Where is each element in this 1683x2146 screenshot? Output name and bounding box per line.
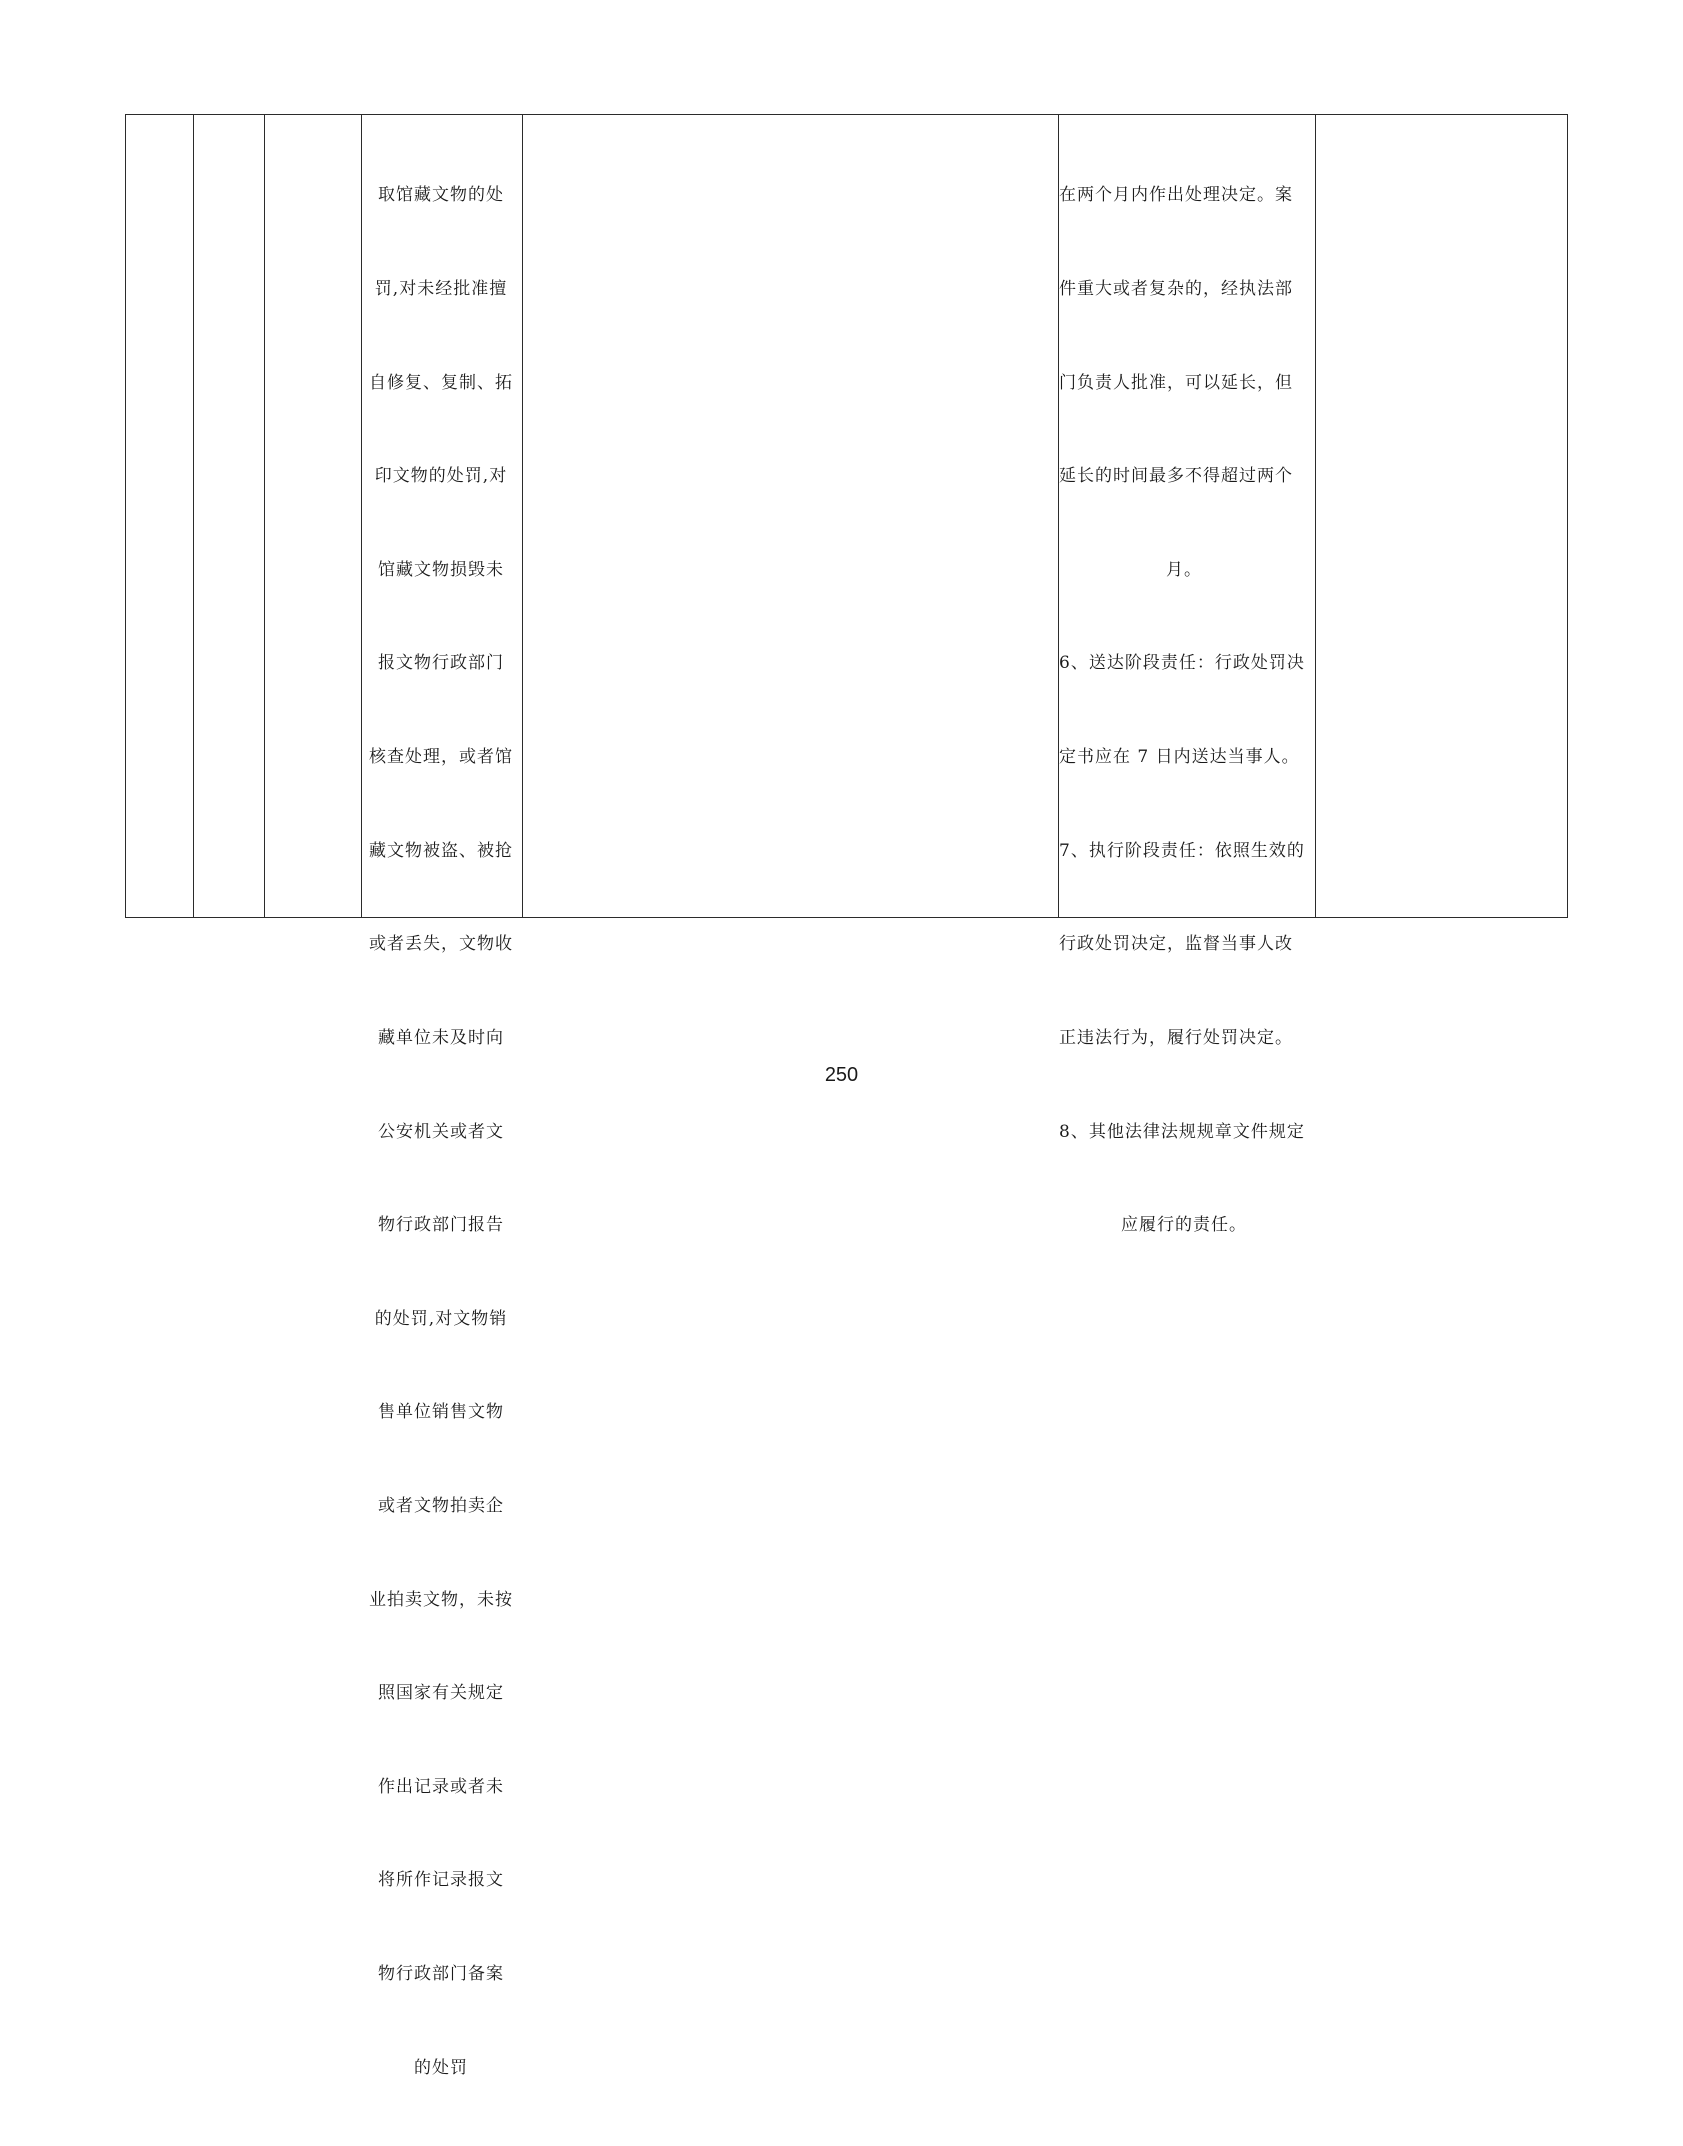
text-line: 在两个月内作出处理决定。案 xyxy=(1059,185,1293,206)
penalty-description-cell xyxy=(362,118,520,2146)
text-line: 作出记录或者未 xyxy=(378,1776,504,1797)
text-line: 藏单位未及时向 xyxy=(378,1027,504,1048)
text-line: 公安机关或者文 xyxy=(378,1121,504,1142)
text-line: 售单位销售文物 xyxy=(378,1402,504,1423)
text-line: 核查处理，或者馆 xyxy=(369,747,513,768)
text-line: 行政处罚决定，监督当事人改 xyxy=(1059,934,1293,955)
text-line: 罚,对未经批准擅 xyxy=(374,279,508,300)
text-line: 物行政部门备案 xyxy=(378,1963,504,1984)
text-line: 照国家有关规定 xyxy=(378,1683,504,1704)
text-line: 门负责人批准，可以延长，但 xyxy=(1059,372,1293,393)
text-line: 印文物的处罚,对 xyxy=(374,466,508,487)
text-line: 报文物行政部门 xyxy=(378,653,504,674)
text-line: 或者文物拍卖企 xyxy=(378,1495,504,1516)
responsibility-cell xyxy=(1059,118,1309,1304)
text-line: 自修复、复制、拓 xyxy=(369,372,513,393)
text-line: 物行政部门报告 xyxy=(378,1215,504,1236)
text-line: 取馆藏文物的处 xyxy=(378,185,504,206)
text-line: 将所作记录报文 xyxy=(378,1870,504,1891)
text-line: 延长的时间最多不得超过两个 xyxy=(1059,466,1293,487)
column-divider-4 xyxy=(522,115,523,917)
text-line: 的处罚 xyxy=(414,2057,468,2078)
column-divider-2 xyxy=(264,115,265,917)
column-divider-1 xyxy=(193,115,194,917)
text-line: 8、其他法律法规规章文件规定 xyxy=(1059,1121,1305,1142)
text-line: 正违法行为，履行处罚决定。 xyxy=(1059,1027,1293,1048)
text-line: 定书应在 7 日内送达当事人。 xyxy=(1059,747,1300,768)
column-divider-6 xyxy=(1315,115,1316,917)
text-line: 月。 xyxy=(1166,559,1202,580)
text-line: 藏文物被盗、被抢 xyxy=(369,840,513,861)
text-line: 应履行的责任。 xyxy=(1121,1215,1247,1236)
text-line: 6、送达阶段责任：行政处罚决 xyxy=(1059,653,1305,674)
text-line: 或者丢失，文物收 xyxy=(369,934,513,955)
text-line: 的处罚,对文物销 xyxy=(374,1308,508,1329)
text-line: 业拍卖文物，未按 xyxy=(369,1589,513,1610)
page-number: 250 xyxy=(824,1064,859,1086)
text-line: 件重大或者复杂的，经执法部 xyxy=(1059,279,1293,300)
text-line: 馆藏文物损毁未 xyxy=(378,559,504,580)
text-line: 7、执行阶段责任：依照生效的 xyxy=(1059,840,1305,861)
